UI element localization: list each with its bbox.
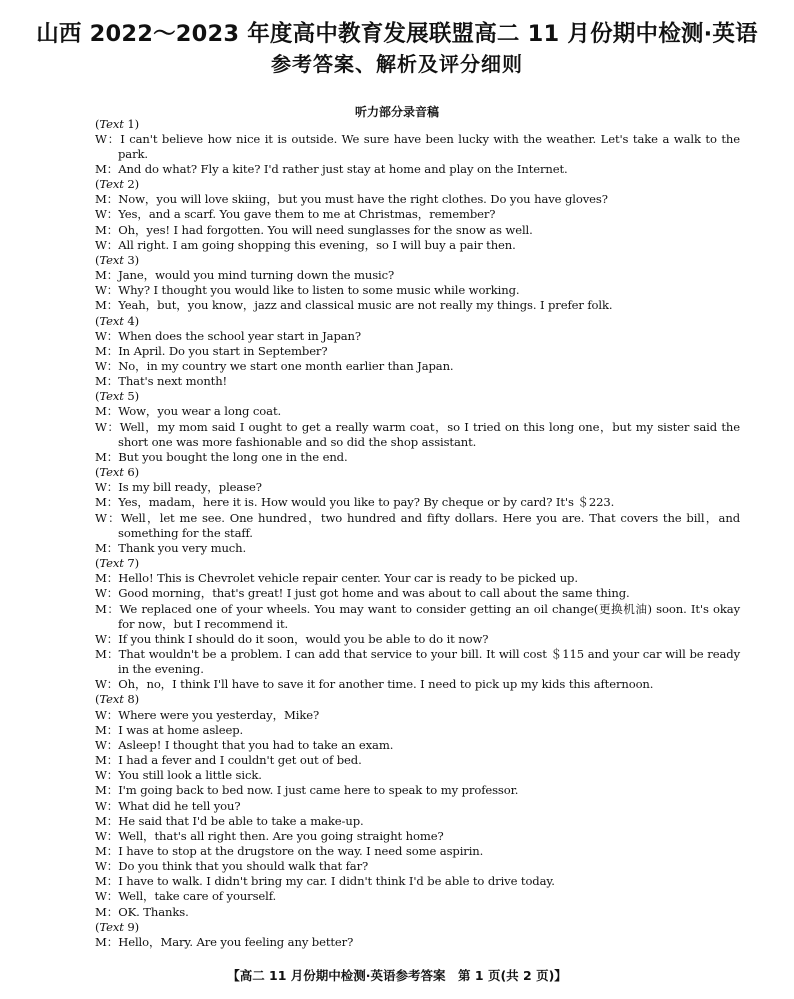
text-section-label: (Text 1) — [95, 116, 140, 131]
text-label-word: Text — [99, 556, 124, 571]
text-section-label: (Text 5) — [95, 389, 140, 404]
dialogue-line: W：If you think I should do it soon，would you be able to do it now? — [95, 631, 489, 646]
dialogue-line: W：Where were you yesterday，Mike? — [95, 707, 320, 722]
text-label-number: 9 — [127, 919, 135, 934]
dialogue-line: M：That wouldn't be a problem. I can add that service to your bill. It will cost ＄115 and your car will be ready in the evening. — [95, 646, 740, 677]
dialogue-line: M：Jane，would you mind turning down the music? — [95, 268, 395, 283]
text-label-number: 3 — [127, 252, 135, 267]
dialogue-line: W：Well，that's all right then. Are you going straight home? — [95, 828, 444, 843]
dialogue-line: M：OK. Thanks. — [95, 904, 189, 919]
page-title: 山西 2022～2023 年度高中教育发展联盟高二 11 月份期中检测·英语 — [36, 21, 758, 47]
dialogue-line: M：I'm going back to bed now. I just came here to speak to my professor. — [95, 783, 519, 798]
dialogue-line: W：You still look a little sick. — [95, 768, 262, 783]
dialogue-line: M：Thank you very much. — [95, 540, 247, 555]
text-label-number: 6 — [127, 465, 135, 480]
dialogue-line: M：Yeah，but，you know，jazz and classical music are not really my things. I prefer folk. — [95, 298, 613, 313]
dialogue-line: M：But you bought the long one in the end. — [95, 449, 348, 464]
text-label-word: Text — [99, 465, 124, 480]
dialogue-line: W：Oh，no，I think I'll have to save it for another time. I need to pick up my kids this afternoon. — [95, 677, 654, 692]
section-heading: 听力部分录音稿 — [354, 105, 439, 119]
text-section-label: (Text 9) — [95, 919, 140, 934]
dialogue-line: M：That's next month! — [95, 374, 228, 389]
dialogue-line: W：Do you think that you should walk that far? — [95, 859, 369, 874]
dialogue-line: M：In April. Do you start in September? — [95, 343, 328, 358]
dialogue-line: W：All right. I am going shopping this evening，so I will buy a pair then. — [95, 237, 516, 252]
dialogue-line: M：Oh，yes! I had forgotten. You will need sunglasses for the snow as well. — [95, 222, 533, 237]
text-label-number: 7 — [127, 556, 135, 571]
dialogue-line: W：Well，my mom said I ought to get a really warm coat，so I tried on this long one，but my sister said the short one was more fashionable and so did the shop assistant. — [95, 419, 740, 449]
text-section-label: (Text 8) — [95, 692, 140, 707]
dialogue-line: W：When does the school year start in Japan? — [95, 328, 361, 343]
text-label-word: Text — [99, 177, 124, 192]
text-label-word: Text — [99, 919, 124, 934]
dialogue-line: M：Now，you will love skiing，but you must have the right clothes. Do you have gloves? — [95, 192, 608, 207]
dialogue-line: W：What did he tell you? — [95, 798, 241, 813]
dialogue-line: M：Yes，madam，here it is. How would you like to pay? By cheque or by card? It's ＄223. — [95, 495, 615, 510]
dialogue-line: W：Asleep! I thought that you had to take an exam. — [95, 737, 394, 752]
text-label-number: 1 — [127, 116, 135, 131]
text-label-number: 4 — [127, 313, 135, 328]
dialogue-line: W：I can't believe how nice it is outside. We sure have been lucky with the weather. Let's take a walk to the park. — [95, 131, 740, 161]
text-label-word: Text — [99, 116, 124, 131]
dialogue-line: M：Hello! This is Chevrolet vehicle repair center. Your car is ready to be picked up. — [95, 571, 578, 586]
text-section-label: (Text 4) — [95, 313, 140, 328]
dialogue-line: M：He said that I'd be able to take a make-up. — [95, 813, 364, 828]
text-label-word: Text — [99, 313, 124, 328]
dialogue-line: M：I had a fever and I couldn't get out of bed. — [95, 753, 362, 768]
dialogue-line: M：I have to walk. I didn't bring my car. I didn't think I'd be able to drive today. — [95, 874, 555, 889]
dialogue-line: M：I was at home asleep. — [95, 722, 244, 737]
dialogue-line: W：No，in my country we start one month earlier than Japan. — [95, 359, 454, 373]
text-label-number: 8 — [127, 692, 135, 707]
text-section-label: (Text 7) — [95, 556, 140, 571]
dialogue-line: W：Why? I thought you would like to listen to some music while working. — [95, 283, 520, 298]
dialogue-line: M：Hello，Mary. Are you feeling any better? — [95, 934, 354, 949]
dialogue-line: W：Yes，and a scarf. You gave them to me at Christmas，remember? — [95, 207, 496, 222]
page-subtitle: 参考答案、解析及评分细则 — [271, 52, 523, 76]
transcript-body — [95, 117, 740, 951]
text-section-label: (Text 3) — [95, 252, 140, 267]
dialogue-line: W：Is my bill ready，please? — [95, 480, 262, 495]
text-label-number: 5 — [127, 389, 135, 404]
text-label-word: Text — [99, 692, 124, 707]
dialogue-line: M：Wow，you wear a long coat. — [95, 404, 282, 419]
dialogue-line: W：Well，take care of yourself. — [95, 889, 277, 904]
dialogue-line: W：Good morning，that's great! I just got home and was about to call about the same thing. — [95, 586, 630, 601]
text-label-number: 2 — [127, 177, 135, 192]
text-label-word: Text — [99, 252, 124, 267]
dialogue-line: W：Well，let me see. One hundred，two hundred and fifty dollars. Here you are. That covers the bill，and something for the staff. — [95, 510, 740, 540]
text-label-word: Text — [99, 389, 124, 404]
text-section-label: (Text 2) — [95, 177, 140, 192]
dialogue-line: M：And do what? Fly a kite? I'd rather just stay at home and play on the Internet. — [95, 161, 568, 176]
text-section-label: (Text 6) — [95, 465, 140, 480]
dialogue-line: M：I have to stop at the drugstore on the way. I need some aspirin. — [95, 844, 484, 858]
page-footer: 【高二 11 月份期中检测·英语参考答案 第 1 页(共 2 页)】 — [227, 968, 567, 983]
dialogue-line: M：We replaced one of your wheels. You may want to consider getting an oil change(更换机油) soon. It's okay for now，but I recommend it. — [95, 601, 740, 631]
